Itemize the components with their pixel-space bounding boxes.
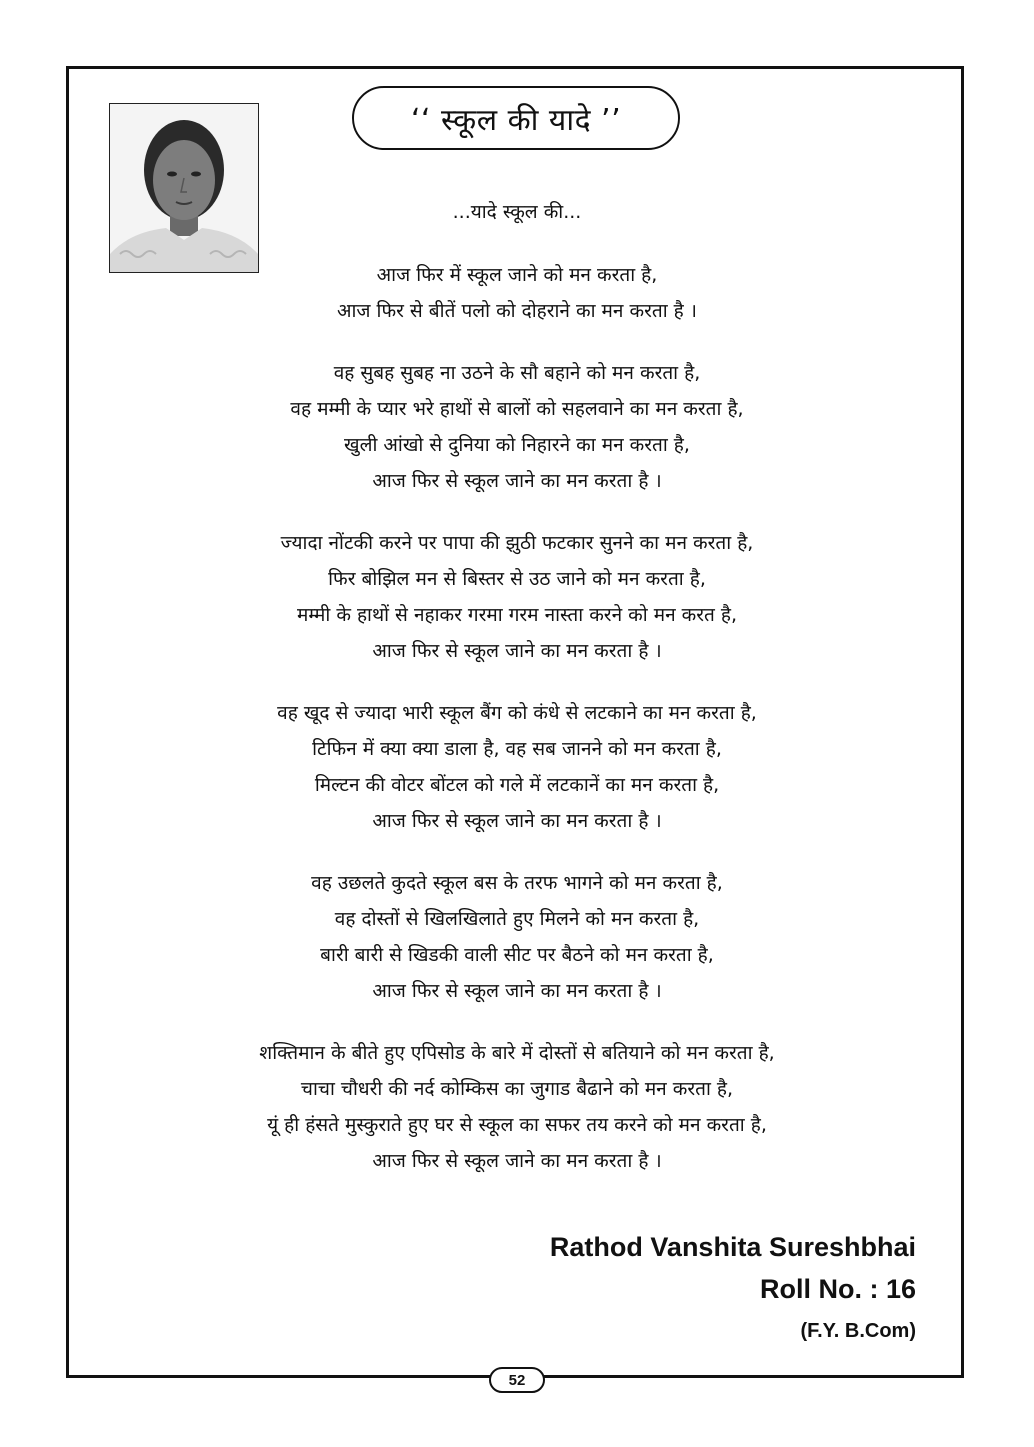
- poem-line: वह मम्मी के प्यार भरे हाथों से बालों को सहलवाने का मन करता है,: [290, 398, 744, 420]
- portrait-image: [110, 104, 258, 272]
- poem-line: फिर बोझिल मन से बिस्तर से उठ जाने को मन करता है,: [328, 568, 706, 590]
- poem-title: ‘‘ स्कूल की यादे ’’: [352, 86, 680, 150]
- stanza: [100, 1035, 934, 1179]
- poem-line: वह उछलते कुदते स्कूल बस के तरफ भागने को मन करता है,: [311, 872, 723, 894]
- poem-line: यूं ही हंसते मुस्कुराते हुए घर से स्कूल का सफर तय करने को मन करता है,: [267, 1114, 767, 1136]
- poem-line: वह दोस्तों से खिलखिलाते हुए मिलने को मन करता है,: [334, 908, 700, 930]
- poem-line: आज फिर से बीतें पलो को दोहराने का मन करता है ।: [336, 300, 697, 322]
- poem-line: आज फिर से स्कूल जाने का मन करता है ।: [372, 640, 662, 662]
- poem-subtitle: ...यादे स्कूल की...: [452, 201, 582, 223]
- stanza: [100, 525, 934, 669]
- poem-line: आज फिर में स्कूल जाने को मन करता है,: [376, 264, 658, 286]
- poem-line: आज फिर से स्कूल जाने का मन करता है ।: [372, 1150, 662, 1172]
- stanza: [100, 355, 934, 499]
- author-name: Rathod Vanshita Sureshbhai: [549, 1232, 916, 1262]
- page-number: 52: [489, 1367, 545, 1393]
- author-photo: [109, 103, 259, 273]
- author-roll-number: Roll No. : 16: [759, 1274, 916, 1304]
- stanza: [100, 865, 934, 1009]
- poem-body: [100, 257, 934, 1205]
- poem-line: बारी बारी से खिडकी वाली सीट पर बैठने को मन करता है,: [320, 944, 714, 966]
- poem-line: वह खूद से ज्यादा भारी स्कूल बैंग को कंधे से लटकाने का मन करता है,: [277, 702, 757, 724]
- poem-line: वह सुबह सुबह ना उठने के सौ बहाने को मन करता है,: [333, 362, 701, 384]
- poem-line: शक्तिमान के बीते हुए एपिसोड के बारे में दोस्तों से बतियाने को मन करता है,: [259, 1042, 775, 1064]
- poem-line: मिल्टन की वोटर बोंटल को गले में लटकानें का मन करता है,: [314, 774, 720, 796]
- poem-line: आज फिर से स्कूल जाने का मन करता है ।: [372, 470, 662, 492]
- stanza: [100, 257, 934, 329]
- poem-line: चाचा चौधरी की नर्द कोम्किस का जुगाड बैढाने को मन करता है,: [300, 1078, 734, 1100]
- poem-line: आज फिर से स्कूल जाने का मन करता है ।: [372, 980, 662, 1002]
- poem-line: आज फिर से स्कूल जाने का मन करता है ।: [372, 810, 662, 832]
- poem-line: ज्यादा नोंटकी करने पर पापा की झुठी फटकार सुनने का मन करता है,: [280, 532, 754, 554]
- poem-line: मम्मी के हाथों से नहाकर गरमा गरम नास्ता करने को मन करत है,: [296, 604, 738, 626]
- author-class: (F.Y. B.Com): [800, 1320, 916, 1342]
- poem-line: खुली आंखो से दुनिया को निहारने का मन करता है,: [344, 434, 690, 456]
- poem-line: टिफिन में क्या क्या डाला है, वह सब जानने को मन करता है,: [312, 738, 722, 760]
- stanza: [100, 695, 934, 839]
